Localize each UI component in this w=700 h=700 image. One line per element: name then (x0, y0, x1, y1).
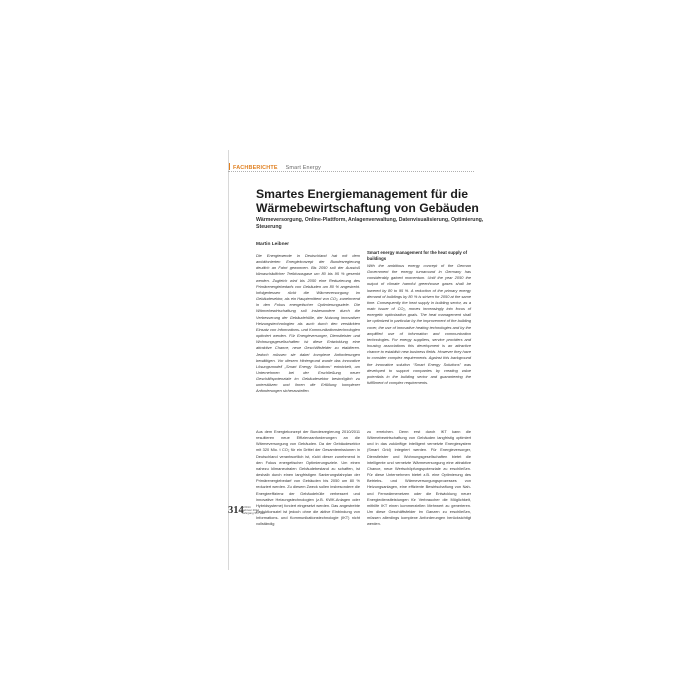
article-author: Martin Leibner (256, 242, 290, 247)
section-category: FACHBERICHTE (233, 165, 278, 171)
body-column-2: zu erreichen. Denn erst durch IKT kann die Wärmebewirtschaftung von Gebäuden langfristig optimiert und in das zukünftige intelligent vernetzte Energiesystem (Smart Grid) integriert werden. Für Energieversorger, Dienstleister und Wohnungsgesellschaften bietet die intelligente und vernetzte Wärmeversorgung eine attraktive Chance, neue Wertschöpfungspotenziale zu erschließen. Für diese Unternehmen bietet z.B. eine Optimierung des Betriebs- und Wärmeversorgungsprozesses von Heizungsanlagen, eine effiziente Bewirtschaftung von Nah- und Fernwärmenetzen oder die Entwicklung neuer Energiedienstleistungen für Verbraucher die Möglichkeit, mithilfe IKT einen kommerziellen Mehrwert zu generieren. Um diese Geschäftsfelder im Ganzen zu erschließen, müssen allerdings komplexe Anforderungen berücksichtigt werden. (367, 429, 471, 527)
header-rule (228, 171, 474, 172)
section-subcategory: Smart Energy (285, 165, 321, 171)
section-rubric (229, 163, 321, 171)
abstract-german: Die Energiewende in Deutschland hat mit dem ambitionierten Energiekonzept der Bundesregierung deutlich an Fahrt gewonnen. Bis 2050 soll der Ausstoß klimaschädlicher Treibhausgase um 80 bis 95 % gesenkt werden. Zugleich wird bis 2050 eine Reduzierung des Primärenergiebedarfs von Gebäuden um 80 % angestrebt. Infolgedessen rückt die Wärmeversorgung im Gebäudesektor, als ein Hauptemittent von CO₂, zunehmend in den Fokus energetischer Optimierungsziele. Die Wärmebewirtschaftung soll insbesondere durch die Verbesserung der Gebäudehülle, der Nutzung innovativer Heizungstechnologien als auch durch den verstärkten Einsatz von Informations- und Kommunikationstechnologien optimiert werden. Für Energieversorger, Dienstleister und Wohnungsgesellschaften ist diese Entwicklung eine attraktive Chance, neue Geschäftsfelder zu etablieren. Jedoch müssen sie dabei komplexe Anforderungen bewältigen. Vor diesem Hintergrund wurde das innovative Lösungsmodell „Smart Energy Solutions“ entwickelt, um Unternehmen bei der Erschließung neuer Geschäftspotenziale im Gebäudesektor bestmöglich zu unterstützen und ihnen die Erfüllung komplexer Anforderungen sicherzustellen. (256, 253, 360, 394)
issue-info (242, 506, 265, 516)
article-title: Smartes Energiemanagement für die Wärmebewirtschaftung von Gebäuden (256, 187, 479, 215)
abstract-english-heading: Smart energy management for the heat supply of buildings (367, 250, 468, 261)
body-column-1: Aus dem Energiekonzept der Bundesregierung 2010/2011 resultieren neue Effizienzanforderungen an die Wärmeversorgung von Gebäuden. Da der Gebäudesektor mit 320 Mio. t CO₂ für ein Drittel der Gesamtemissionen in Deutschland verantwortlich ist, rückt dieser zunehmend in den Fokus energetischer Optimierungsziele. Um einen nahezu klimaneutralen Gebäudebestand zu schaffen, ist deshalb durch einen langfristigen Sanierungsfahrplan der Primärenergiebedarf von Gebäuden bis 2050 um 80 % reduziert werden. Zu diesem Zweck sollen insbesondere die Energieeffizienz der Gebäudehülle verbessert und innovative Heizungstechnologien (z.B. KWK-Anlagen oder Hybridsysteme) forciert eingesetzt werden. Das angestrebte Reduktionsziel ist jedoch ohne die aktive Einbindung von Informations- und Kommunikationstechnologie (IKT) nicht vollständig (256, 429, 360, 527)
article-keywords: Wärmeversorgung, Online-Plattform, Anlagenverwaltung, Datenvisualisierung, Optimierung, Steuerung (256, 217, 484, 230)
issue-line: Jahrgang 55 / Heft (242, 511, 266, 516)
abstract-english: With the ambitious energy concept of the German Government the energy turnaround in Germany has considerably gained momentum. Until the year 2050 the output of climate harmful greenhouse gases shall be lowered by 80 to 95 %. A reduction of the primary energy demand of buildings by 80 % is striven for 2050 at the same time. Consequently the heat supply in building sector, as a main issuer of CO₂, moves increasingly into focus of energetic optimization goals. The heat management shall be optimized in particular by the improvement of the building cover, the use of innovative heating technologies and by the amplified use of information and communication technologies. For energy suppliers, service providers and housing associations this development is an attractive chance to establish new business fields. However they have to consider complex requirements. Against this background the innovative solution “Smart Energy Solutions” was developed to support companies by creating value potentials in the building sector and guaranteeing the fulfillment of complex requirements. (367, 263, 471, 385)
rubric-accent-bar (229, 163, 230, 170)
page-number: 314 (228, 505, 244, 516)
issue-line: 6/2014 (242, 505, 251, 509)
issue-line: Februar 2014 (242, 508, 259, 513)
